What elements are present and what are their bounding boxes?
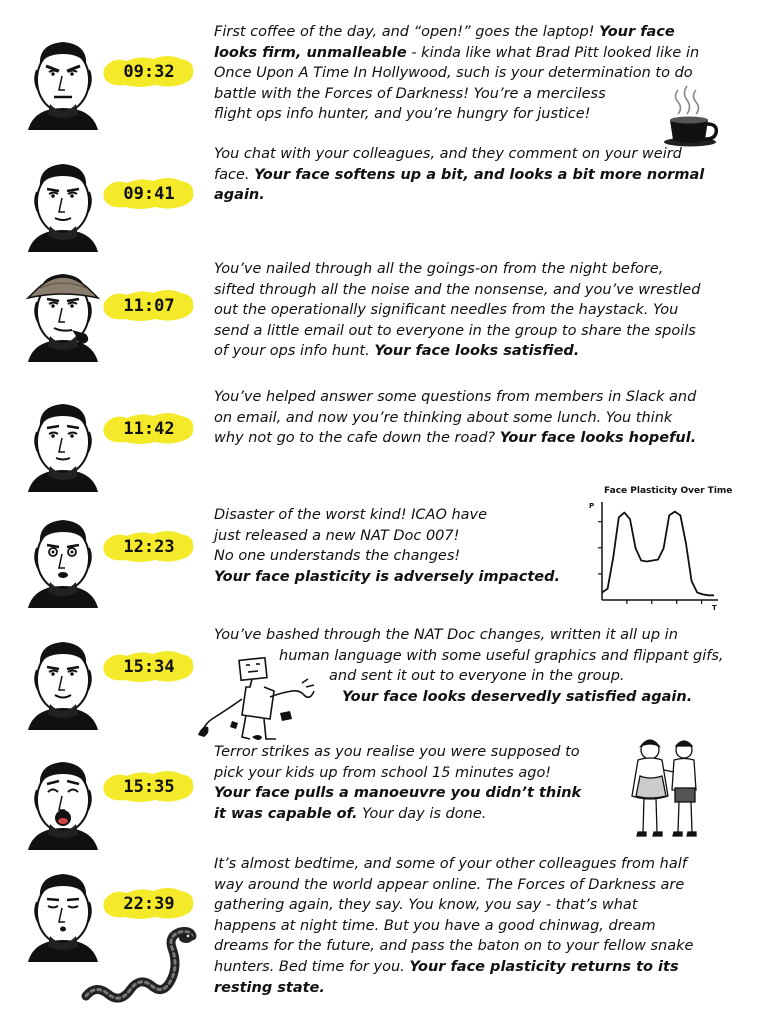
entry-text-line — [214, 387, 696, 408]
entry-text-line — [214, 567, 560, 588]
body-text: flight ops info hunter, and you’re hungry for justice! — [214, 106, 591, 123]
time-label: 11:07 — [123, 296, 175, 316]
entry-text-line — [214, 978, 325, 999]
time-badge — [103, 770, 195, 804]
body-text: Terror strikes as you realise you were supposed to — [214, 744, 580, 760]
emphasis-text: looks firm, unmalleable — [214, 44, 407, 61]
y-axis-label: P — [589, 502, 595, 510]
entry-text-line — [214, 428, 696, 449]
plasticity-series-line — [602, 512, 714, 596]
body-text: battle with the Forces of Darkness! You’re a merciless — [214, 85, 606, 102]
time-badge — [103, 177, 195, 211]
emphasis-text: it was capable of. — [214, 805, 358, 822]
entry-text-line — [214, 625, 678, 646]
emphasis-text: Your face plasticity is adversely impacted. — [214, 568, 561, 585]
entry-text-line — [214, 957, 679, 978]
entry-text-line — [214, 854, 687, 875]
emphasis-text: Your face looks satisfied. — [374, 343, 580, 360]
entry-text-line — [214, 280, 700, 301]
body-text: face. — [214, 166, 255, 183]
body-text: pick your kids up from school 15 minutes ago! — [214, 764, 552, 781]
body-text: You chat with your colleagues, and they comment on your weird — [214, 146, 682, 162]
entry-text-line — [214, 84, 606, 105]
body-text: You’ve bashed through the NAT Doc changes, written it all up in — [214, 627, 678, 643]
body-text: on email, and now you’re thinking about some lunch. You think — [214, 409, 673, 426]
time-label: 12:23 — [123, 537, 175, 557]
emphasis-text: Your face looks hopeful. — [499, 430, 697, 447]
chart-title: Face Plasticity Over Time — [604, 486, 733, 496]
emphasis-text: Your face softens up a bit, and looks a bit more normal — [254, 166, 705, 183]
robot-sketch-icon — [192, 653, 332, 749]
entry-text-line — [214, 763, 551, 784]
entry-text-line — [214, 505, 487, 526]
screaming-face-icon — [20, 750, 106, 850]
time-badge — [103, 412, 195, 446]
coffee-cup-icon — [660, 84, 720, 148]
time-badge — [103, 289, 195, 323]
emphasis-text: resting state. — [214, 979, 325, 996]
body-text: and sent it out to everyone in the group. — [329, 668, 625, 685]
body-text: Disaster of the worst kind! ICAO have — [214, 507, 488, 523]
time-label: 22:39 — [123, 894, 175, 914]
body-text: You’ve helped answer some questions from members in Slack and — [214, 389, 697, 405]
body-text: - kinda like what Brad Pitt looked like in — [406, 44, 700, 61]
body-text: out the operationally significant needles from the haystack. You — [214, 302, 679, 319]
emphasis-text: Your face — [599, 24, 675, 40]
entry-text-line — [214, 185, 265, 206]
time-badge — [103, 55, 195, 89]
children-illustration-icon — [626, 736, 706, 844]
emphasis-text: Your face pulls a manoeuvre you didn’t think — [214, 785, 582, 802]
relieved-face-icon — [20, 630, 106, 730]
entry-text-line — [214, 916, 656, 937]
entry-text-line — [214, 144, 682, 165]
entry-text-line — [214, 165, 704, 186]
body-text: of your ops info hunt. — [214, 343, 375, 360]
emphasis-text: Your face plasticity returns to its — [409, 959, 679, 975]
body-text: No one understands the changes! — [214, 548, 461, 565]
entry-text-line — [214, 875, 684, 896]
entry-text-line — [214, 783, 581, 804]
body-text: hunters. Bed time for you. — [214, 959, 410, 975]
entry-text-line — [214, 546, 460, 567]
body-text: dreams for the future, and pass the baton on to your fellow snake — [214, 938, 694, 955]
entry-text-line — [342, 687, 692, 708]
entry-text-line — [214, 936, 693, 957]
chart-face-plasticity — [584, 482, 734, 614]
x-axis-label: T — [712, 604, 717, 612]
body-text: human language with some useful graphics and flippant gifs, — [279, 647, 724, 664]
entry-text-line — [214, 22, 675, 43]
determined-face-icon — [20, 30, 106, 130]
time-badge — [103, 887, 195, 921]
time-label: 15:35 — [123, 777, 175, 797]
entry-text-line — [214, 43, 699, 64]
body-text: First coffee of the day, and “open!” goes the laptop! — [214, 24, 600, 40]
body-text: happens at night time. But you have a good chinwag, dream — [214, 917, 656, 934]
time-label: 15:34 — [123, 657, 175, 677]
snake-illustration-icon — [80, 922, 198, 1014]
time-label: 09:32 — [123, 62, 175, 82]
entry-text-line — [214, 321, 696, 342]
time-badge — [103, 650, 195, 684]
time-label: 09:41 — [123, 184, 175, 204]
detective-face-icon — [20, 262, 106, 362]
entry-text-line — [214, 104, 590, 125]
entry-text-line — [329, 666, 625, 687]
body-text: gathering again, they say. You know, you say - that’s what — [214, 897, 638, 914]
entry-text-line — [214, 804, 486, 825]
body-text: sifted through all the noise and the nonsense, and you’ve wrestled — [214, 281, 701, 298]
time-label: 11:42 — [123, 419, 175, 439]
body-text: way around the world appear online. The Forces of Darkness are — [214, 876, 685, 893]
entry-text-line — [214, 63, 693, 84]
body-text: It’s almost bedtime, and some of your other colleagues from half — [214, 856, 687, 872]
hopeful-face-icon — [20, 392, 106, 492]
entry-text-line — [214, 259, 663, 280]
body-text: You’ve nailed through all the goings-on from the night before, — [214, 261, 664, 277]
emphasis-text: again. — [214, 187, 265, 204]
body-text: just released a new NAT Doc 007! — [214, 527, 460, 544]
entry-text-line — [214, 895, 638, 916]
entry-text-line — [214, 408, 672, 429]
softened-face-icon — [20, 152, 106, 252]
shocked-face-icon — [20, 508, 106, 608]
entry-text-line — [214, 300, 678, 321]
time-badge — [103, 530, 195, 564]
entry-text-line — [214, 526, 459, 547]
entry-text-line — [214, 341, 579, 362]
body-text: Your day is done. — [357, 805, 487, 822]
body-text: Once Upon A Time In Hollywood, such is your determination to do — [214, 65, 693, 82]
emphasis-text: Your face looks deservedly satisfied again. — [342, 688, 693, 705]
entry-text-line — [279, 646, 724, 667]
body-text: send a little email out to everyone in the group to share the spoils — [214, 322, 696, 339]
body-text: why not go to the cafe down the road? — [214, 430, 500, 447]
